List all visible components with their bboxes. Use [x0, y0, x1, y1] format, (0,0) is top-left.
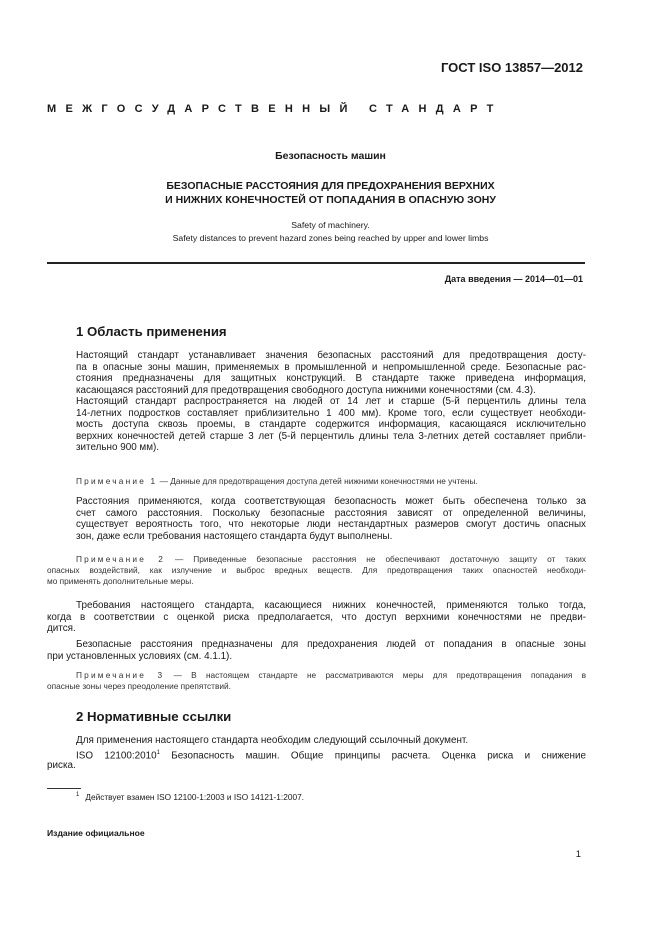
reference-title: Безопасность машин. Общие принципы расчета. Оценка риска и снижение [159, 750, 586, 762]
interstate-standard-banner: МЕЖГОСУДАРСТВЕННЫЙ СТАНДАРТ [47, 103, 503, 115]
section-1-heading: 1 Область применения [76, 324, 227, 339]
section-1-paragraph-1 [76, 350, 586, 396]
gost-code: ГОСТ ISO 13857—2012 [440, 60, 583, 75]
section-2-heading: 2 Нормативные ссылки [76, 709, 232, 724]
note-label: Примечание 3 [76, 670, 165, 680]
note-text: — Данные для предотвращения доступа детей нижними конечностями не учтены. [157, 476, 478, 486]
footnote-mark: 1 [156, 750, 160, 756]
note-line [76, 554, 586, 565]
paragraph-line: Настоящий стандарт устанавливает значения безопасных расстояний для предотвращения досту- [76, 350, 586, 361]
note-line: опасные зоны через преодоление препятствий. [47, 681, 231, 691]
note-line [76, 670, 586, 681]
paragraph-line: Безопасные расстояния предназначены для предохранения людей от попадания в опасные зоны [76, 639, 586, 650]
note-label: Примечание 1 [76, 476, 158, 486]
paragraph-line: когда в соответствии с оценкой риска предполагается, что доступ верхними конечностями не предви- [47, 611, 586, 623]
footnote-divider [47, 788, 81, 789]
reference-line [76, 748, 586, 760]
paragraph-line: зон, даже если требования настоящего стандарта будут выполнены. [76, 530, 393, 542]
note-text: — Приведенные безопасные расстояния не обеспечивают достаточную защиту от таких [165, 554, 587, 564]
reference-code: ISO 12100:2010 [76, 750, 157, 762]
document-title-en [0, 219, 661, 245]
reference-line: риска. [47, 759, 76, 771]
paragraph-line: счет самого расстояния. Поскольку безопасные расстояния зависят от определенной величины, [76, 507, 586, 519]
paragraph-line: существует вероятность того, что некоторые люди нестандартных размеров смогут достичь опасных [76, 519, 586, 531]
title-ru-line: И НИЖНИХ КОНЕЧНОСТЕЙ ОТ ПОПАДАНИЯ В ОПАСНУЮ ЗОНУ [165, 194, 496, 206]
document-title-ru [0, 179, 661, 207]
footnote-number: 1 [76, 792, 80, 798]
note-line [76, 476, 586, 487]
paragraph-line: 14-летних подростков составляет приблизительно 1 400 мм). Кроме того, если существует необходи- [76, 407, 586, 419]
paragraph-line: дится. [47, 623, 76, 635]
title-ru-line: БЕЗОПАСНЫЕ РАССТОЯНИЯ ДЛЯ ПРЕДОХРАНЕНИЯ ВЕРХНИХ [166, 180, 495, 192]
note-text: — В настоящем стандарте не рассматриваются меры для предотвращения попадания в [164, 670, 586, 680]
paragraph-line: стояния предназначены для защитных конструкций. В стандарте также приведена информация, [76, 373, 586, 385]
note-line: опасных воздействий, как излучение и выброс вредных веществ. Для предотвращения таких опасностей необходи- [47, 565, 586, 575]
paragraph-line: касающаяся расстояний для предотвращения свободного доступа нижними конечностями (см. 4.3). [76, 384, 536, 396]
official-edition-label: Издание официальное [47, 828, 145, 838]
paragraph-line: Для применения настоящего стандарта необходим следующий ссылочный документ. [76, 735, 469, 746]
paragraph-line: па в опасные зоны машин, применяемых в промышленной и непромышленной среде. Безопасные рас- [76, 361, 586, 373]
paragraph-line: при установленных условиях (см. 4.1.1). [47, 650, 233, 662]
page-number: 1 [575, 849, 581, 860]
note-2 [47, 554, 587, 587]
section-1-paragraph-2 [76, 396, 586, 454]
paragraph-line: Расстояния применяются, когда соответствующая безопасность может быть обеспечена только за [76, 496, 586, 507]
section-1-paragraph-4 [47, 600, 586, 635]
paragraph-line: Настоящий стандарт распространяется на людей от 14 лет и старше (5-й перцентиль длины тела [76, 396, 586, 407]
title-en-line: Safety of machinery. [291, 220, 370, 230]
note-label: Примечание 2 [76, 554, 166, 564]
normative-reference [47, 748, 586, 771]
paragraph-line: мость доступа сквозь проемы, в стандарте содержится информация, касающаяся исключительно [76, 419, 586, 431]
note-1 [76, 476, 586, 487]
section-2-paragraph-1 [76, 735, 586, 747]
paragraph-line: Требования настоящего стандарта, касающиеся нижних конечностей, применяются только тогда, [76, 600, 586, 611]
introduction-date: Дата введения — 2014—01—01 [444, 274, 583, 284]
document-subject: Безопасность машин [275, 150, 386, 162]
paragraph-line: верхних конечностей детей старше 3 лет (5-й перцентиль длины тела 3-летних детей составляет прибли- [76, 430, 586, 442]
note-3 [47, 670, 586, 692]
footnote [76, 792, 304, 802]
header-divider [47, 262, 585, 264]
footnote-text: Действует взамен ISO 12100-1:2003 и ISO 14121-1:2007. [85, 792, 304, 802]
title-en-line: Safety distances to prevent hazard zones being reached by upper and lower limbs [172, 233, 489, 243]
section-1-paragraph-5 [47, 639, 586, 662]
note-line: мо применять дополнительные меры. [47, 576, 194, 586]
section-1-paragraph-3 [76, 496, 586, 542]
paragraph-line: зительно 900 мм). [76, 442, 160, 454]
